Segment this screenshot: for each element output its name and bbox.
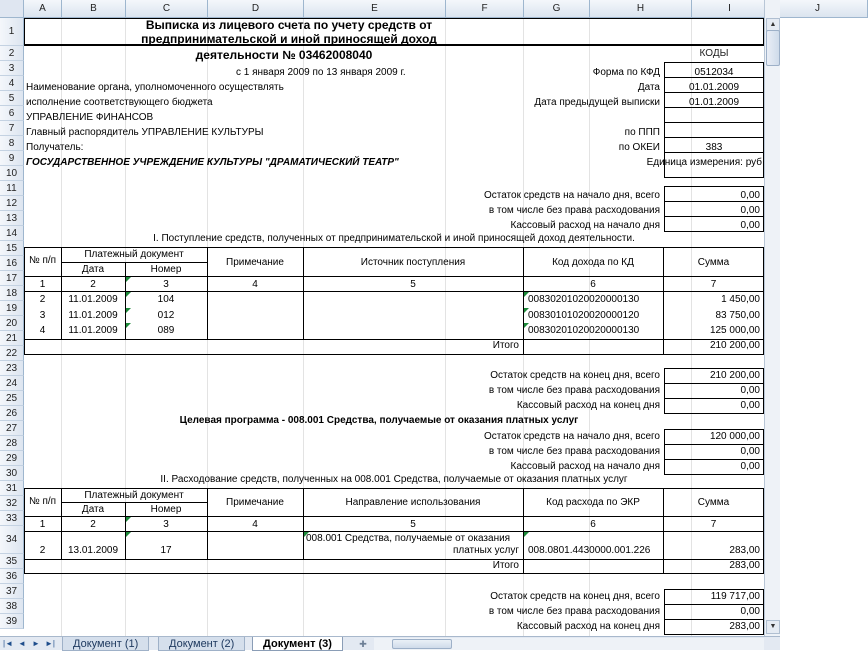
comment-marker-icon — [304, 532, 309, 537]
expense-row-code[interactable]: 008.0801.4430000.001.226 — [528, 545, 651, 556]
row-header-28[interactable]: 28 — [0, 436, 24, 451]
row-header-14[interactable]: 14 — [0, 226, 24, 241]
column-header-c[interactable]: C — [126, 0, 208, 18]
row-header-35[interactable]: 35 — [0, 554, 24, 569]
row-header-2[interactable]: 2 — [0, 46, 24, 61]
org-line-5: Получатель: — [26, 142, 84, 153]
row-header-3[interactable]: 3 — [0, 61, 24, 76]
expense-index-2: 2 — [90, 519, 96, 530]
row-header-4[interactable]: 4 — [0, 76, 24, 91]
expense-index-5: 5 — [410, 519, 416, 530]
row-header-1[interactable]: 1 — [0, 18, 24, 46]
sheet-tab-bar — [0, 636, 780, 650]
expense-row-docnum[interactable]: 17 — [160, 545, 172, 556]
recipient-name: ГОСУДАРСТВЕННОЕ УЧРЕЖДЕНИЕ КУЛЬТУРЫ "ДРАМАТИЧЕСКИЙ ТЕАТР" — [26, 157, 399, 168]
row-header-11[interactable]: 11 — [0, 181, 24, 196]
row-header-31[interactable]: 31 — [0, 481, 24, 496]
expense-index-4: 4 — [252, 519, 258, 530]
balance-final-value-2[interactable]: 0,00 — [740, 606, 760, 617]
okei-label: по ОКЕИ — [618, 142, 660, 153]
org-line-1: Наименование органа, уполномоченного осуществлять — [26, 82, 284, 93]
expense-index-6: 6 — [590, 519, 596, 530]
column-header-b[interactable]: B — [62, 0, 126, 18]
title-line-1: Выписка из лицевого счета по учету средств от — [145, 18, 433, 32]
income-header-date: Дата — [81, 264, 105, 275]
expense-header-sum: Сумма — [697, 497, 730, 508]
income-row-2-sum[interactable]: 83 750,00 — [715, 310, 760, 321]
row-header-12[interactable]: 12 — [0, 196, 24, 211]
comment-marker-icon — [126, 277, 131, 282]
row-header-29[interactable]: 29 — [0, 451, 24, 466]
row-header-9[interactable]: 9 — [0, 151, 24, 166]
expense-row-direction-1[interactable]: 008.001 Средства, получаемые от оказания — [306, 533, 511, 544]
row-header-19[interactable]: 19 — [0, 301, 24, 316]
expense-row-sum[interactable]: 283,00 — [729, 545, 760, 556]
comment-marker-icon — [524, 323, 529, 328]
balance-end-label-3: Кассовый расход на конец дня — [516, 400, 660, 411]
comment-marker-icon — [126, 323, 131, 328]
income-index-7: 7 — [710, 279, 717, 290]
vertical-scrollbar[interactable] — [764, 0, 780, 636]
column-header-j[interactable]: J — [768, 0, 868, 18]
horizontal-scrollbar[interactable] — [374, 638, 764, 650]
ppp-label: по ППП — [624, 127, 660, 138]
comment-marker-icon — [524, 292, 529, 297]
balance-start-value-3[interactable]: 0,00 — [740, 220, 760, 231]
row-header-22[interactable]: 22 — [0, 346, 24, 361]
program-label-3: Кассовый расход на начало дня — [510, 461, 660, 472]
column-header-e[interactable]: E — [304, 0, 446, 18]
expense-header-direction: Направление использования — [345, 497, 481, 508]
row-header-38[interactable]: 38 — [0, 599, 24, 614]
balance-start-value-2[interactable]: 0,00 — [740, 205, 760, 216]
title-line-3: деятельности № 03462008040 — [195, 48, 373, 62]
income-index-4: 4 — [252, 279, 258, 290]
income-header-code: Код дохода по КД — [552, 257, 634, 268]
income-index-5: 5 — [410, 279, 416, 290]
income-index-1: 1 — [39, 279, 46, 290]
form-label: Форма по КФД — [592, 67, 660, 78]
prev-date-label: Дата предыдущей выписки — [534, 97, 660, 108]
income-index-2: 2 — [90, 279, 96, 290]
balance-end-value-1[interactable]: 210 200,00 — [709, 370, 760, 381]
vertical-scroll-thumb[interactable] — [766, 30, 780, 66]
column-header-a[interactable]: A — [24, 0, 62, 18]
income-row-1-code[interactable]: 00830201020020000130 — [528, 294, 640, 305]
income-index-3: 3 — [163, 279, 169, 290]
prev-sheet-icon[interactable]: ◄ — [18, 639, 26, 648]
income-row-2-num: 3 — [39, 310, 46, 321]
worksheet-grid[interactable] — [24, 18, 764, 636]
row-header-21[interactable]: 21 — [0, 331, 24, 346]
org-line-3: УПРАВЛЕНИЕ ФИНАНСОВ — [26, 112, 154, 123]
okei-value[interactable]: 383 — [705, 142, 723, 153]
row-header-23[interactable]: 23 — [0, 361, 24, 376]
comment-marker-icon — [524, 308, 529, 313]
select-all-corner[interactable] — [0, 0, 24, 18]
prev-date-value[interactable]: 01.01.2009 — [688, 97, 740, 108]
expense-section-title: II. Расходование средств, полученных на 008.001 Средства, получаемые от оказания платных услуг — [160, 474, 628, 485]
column-header-d[interactable]: D — [208, 0, 304, 18]
unit-label: Единица измерения: руб — [646, 157, 762, 168]
balance-final-value-3[interactable]: 283,00 — [729, 621, 760, 632]
income-header-num: № п/п — [28, 255, 57, 266]
form-value[interactable]: 0512034 — [694, 67, 734, 78]
comment-marker-icon — [126, 532, 131, 537]
codes-title: КОДЫ — [699, 48, 729, 59]
income-row-1-date[interactable]: 11.01.2009 — [68, 294, 118, 305]
expense-index-7: 7 — [710, 519, 717, 530]
insert-sheet-icon[interactable]: ✚ — [359, 639, 367, 649]
tab-document-2[interactable]: Документ (2) — [158, 637, 245, 651]
balance-final-label-1: Остаток средств на конец дня, всего — [490, 591, 660, 602]
balance-end-label-1: Остаток средств на конец дня, всего — [490, 370, 660, 381]
program-value-3[interactable]: 0,00 — [740, 461, 760, 472]
expense-header-note: Примечание — [226, 497, 284, 508]
income-section-title: I. Поступление средств, полученных от предпринимательской и иной приносящей доход деятельности. — [153, 233, 635, 244]
income-total-label: Итого — [492, 340, 519, 351]
row-header-5[interactable]: 5 — [0, 91, 24, 106]
scroll-down-icon[interactable]: ▼ — [766, 620, 780, 634]
income-index-6: 6 — [590, 279, 596, 290]
income-row-1-sum[interactable]: 1 450,00 — [721, 294, 760, 305]
period-label: с 1 января 2009 по 13 января 2009 г. — [236, 67, 406, 78]
horizontal-scroll-thumb[interactable] — [392, 639, 452, 649]
row-header-34[interactable]: 34 — [0, 526, 24, 554]
income-header-doc: Платежный документ — [84, 249, 184, 260]
first-sheet-icon[interactable]: |◄ — [3, 639, 13, 648]
row-header-25[interactable]: 25 — [0, 391, 24, 406]
date-value[interactable]: 01.01.2009 — [688, 82, 740, 93]
org-line-2: исполнение соответствующего бюджета — [26, 97, 213, 108]
org-line-4: Главный распорядитель УПРАВЛЕНИЕ КУЛЬТУРЫ — [26, 127, 264, 138]
expense-row-num: 2 — [39, 545, 46, 556]
income-row-3-num: 4 — [39, 325, 46, 336]
expense-header-num: № п/п — [28, 496, 57, 507]
tab-document-1[interactable]: Документ (1) — [62, 637, 149, 651]
expense-total-value[interactable]: 283,00 — [729, 560, 760, 571]
comment-marker-icon — [126, 517, 131, 522]
balance-start-label-3: Кассовый расход на начало дня — [510, 220, 660, 231]
row-header-16[interactable]: 16 — [0, 256, 24, 271]
income-row-3-sum[interactable]: 125 000,00 — [709, 325, 760, 336]
row-header-13[interactable]: 13 — [0, 211, 24, 226]
tab-document-3[interactable]: Документ (3) — [252, 637, 343, 651]
balance-final-value-1[interactable]: 119 717,00 — [710, 591, 760, 602]
income-total-value[interactable]: 210 200,00 — [709, 340, 760, 351]
expense-header-doc: Платежный документ — [84, 490, 184, 501]
program-value-1[interactable]: 120 000,00 — [709, 431, 760, 442]
expense-row-direction-2[interactable]: платных услуг — [452, 545, 519, 556]
comment-marker-icon — [126, 308, 131, 313]
row-header-37[interactable]: 37 — [0, 584, 24, 599]
balance-final-label-3: Кассовый расход на конец дня — [516, 621, 660, 632]
row-header-15[interactable]: 15 — [0, 241, 24, 256]
income-header-note: Примечание — [226, 257, 284, 268]
income-row-3-code[interactable]: 00830201020020000130 — [528, 325, 640, 336]
title-line-2: предпринимательской и иной приносящей доход — [141, 32, 437, 46]
expense-total-label: Итого — [492, 560, 519, 571]
balance-start-value-1[interactable]: 0,00 — [740, 190, 760, 201]
balance-start-label-1: Остаток средств на начало дня, всего — [483, 190, 660, 201]
row-header-10[interactable]: 10 — [0, 166, 24, 181]
income-row-2-docnum[interactable]: 012 — [157, 310, 175, 321]
program-value-2[interactable]: 0,00 — [740, 446, 760, 457]
column-header-i[interactable]: I — [692, 0, 768, 18]
row-header-27[interactable]: 27 — [0, 421, 24, 436]
row-header-17[interactable]: 17 — [0, 271, 24, 286]
income-row-1-docnum[interactable]: 104 — [157, 294, 175, 305]
row-header-39[interactable]: 39 — [0, 614, 24, 629]
column-header-f[interactable]: F — [446, 0, 524, 18]
expense-header-date: Дата — [81, 504, 105, 515]
income-header-sum: Сумма — [697, 257, 730, 268]
expense-index-3: 3 — [163, 519, 169, 530]
comment-marker-icon — [524, 532, 529, 537]
row-header-33[interactable]: 33 — [0, 511, 24, 526]
income-row-3-docnum[interactable]: 089 — [157, 325, 175, 336]
expense-row-date[interactable]: 13.01.2009 — [67, 545, 119, 556]
income-row-2-code[interactable]: 00830101020020000120 — [528, 310, 640, 321]
balance-final-label-2: в том числе без права расходования — [488, 606, 660, 617]
balance-end-value-3[interactable]: 0,00 — [740, 400, 760, 411]
program-label-1: Остаток средств на начало дня, всего — [483, 431, 660, 442]
program-label-2: в том числе без права расходования — [488, 446, 660, 457]
row-header-32[interactable]: 32 — [0, 496, 24, 511]
row-header-8[interactable]: 8 — [0, 136, 24, 151]
column-header-g[interactable]: G — [524, 0, 590, 18]
income-header-docnum: Номер — [150, 264, 182, 275]
column-header-h[interactable]: H — [590, 0, 692, 18]
row-header-30[interactable]: 30 — [0, 466, 24, 481]
row-header-6[interactable]: 6 — [0, 106, 24, 121]
row-header-36[interactable]: 36 — [0, 569, 24, 584]
row-header-7[interactable]: 7 — [0, 121, 24, 136]
scroll-up-icon[interactable]: ▲ — [766, 18, 780, 32]
expense-header-code: Код расхода по ЭКР — [546, 497, 640, 508]
income-row-3-date[interactable]: 11.01.2009 — [68, 325, 118, 336]
comment-marker-icon — [126, 292, 131, 297]
income-header-source: Источник поступления — [360, 257, 466, 268]
balance-start-label-2: в том числе без права расходования — [488, 205, 660, 216]
program-title: Целевая программа - 008.001 Средства, получаемые от оказания платных услуг — [179, 415, 579, 426]
balance-end-value-2[interactable]: 0,00 — [740, 385, 760, 396]
income-row-2-date[interactable]: 11.01.2009 — [68, 310, 118, 321]
next-sheet-icon[interactable]: ► — [32, 639, 40, 648]
balance-end-label-2: в том числе без права расходования — [488, 385, 660, 396]
date-label: Дата — [637, 82, 660, 93]
row-header-24[interactable]: 24 — [0, 376, 24, 391]
row-header-20[interactable]: 20 — [0, 316, 24, 331]
last-sheet-icon[interactable]: ►| — [45, 639, 55, 648]
income-row-1-num: 2 — [39, 294, 46, 305]
row-header-18[interactable]: 18 — [0, 286, 24, 301]
expense-index-1: 1 — [39, 519, 46, 530]
expense-header-docnum: Номер — [150, 504, 182, 515]
row-header-26[interactable]: 26 — [0, 406, 24, 421]
